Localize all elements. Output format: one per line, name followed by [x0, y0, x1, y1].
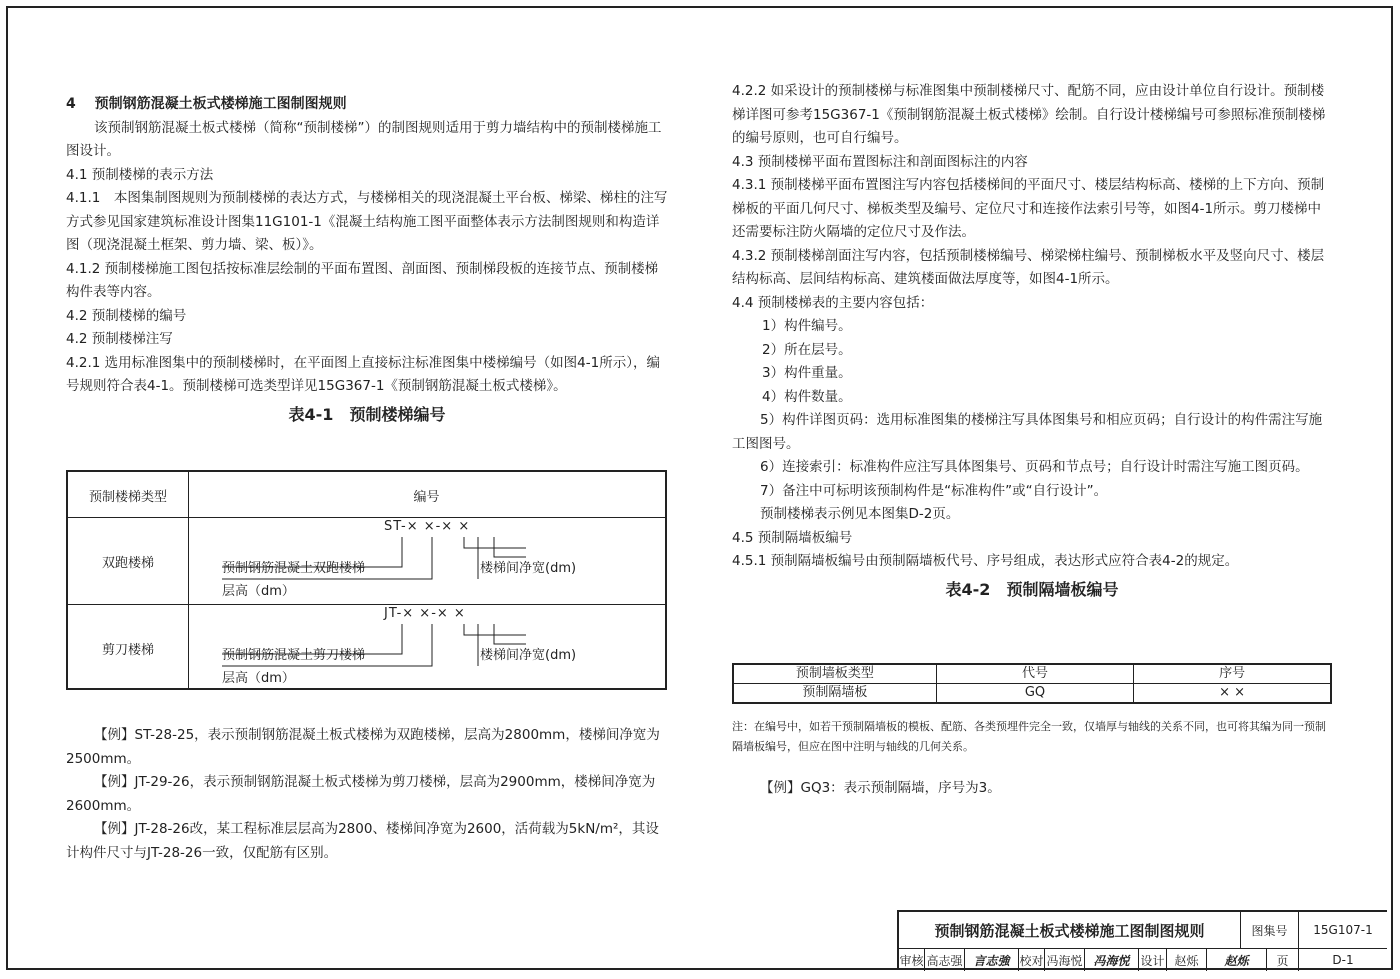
checker-name: 冯海悦	[1045, 949, 1085, 971]
right-example-block	[732, 777, 1332, 801]
section-4-1-1: 4.1.1 本图集制图规则为预制楼梯的表达方式，与楼梯相关的现浇混凝土平台板、梯梁、梯柱的注写方式参见国家建筑标准设计图集11G101-1《混凝土结构施工图平面整体表示方法制图规则和构造详图（现浇混凝土框架、剪力墙、梁、板）》。	[66, 190, 668, 253]
table-header-code: 编号	[413, 490, 440, 505]
table-row-type: 双跑楼梯	[101, 556, 154, 571]
title-block	[897, 910, 1387, 970]
left-column	[66, 93, 668, 432]
table-4-1	[66, 470, 667, 690]
list-item: 7）备注中可标明该预制构件是“标准构件”或“自行设计”。	[760, 482, 1108, 499]
list-item: 4）构件数量。	[762, 388, 852, 405]
atlas-label: 图集号	[1241, 912, 1299, 948]
table-header-row	[733, 664, 1331, 684]
design-label: 设计	[1139, 949, 1167, 971]
reviewer-signature: 言志強	[965, 949, 1019, 971]
table-header: 代号	[936, 664, 1133, 684]
table-row-code: ST-× ×-× ×	[384, 519, 471, 534]
section-heading: 4 预制钢筋混凝土板式楼梯施工图制图规则	[66, 96, 347, 112]
section-4-5-1: 4.5.1 预制隔墙板编号由预制隔墙板代号、序号组成，表达形式应符合表4-2的规定。	[732, 553, 1239, 569]
example-2: 【例】JT-29-26，表示预制钢筋混凝土板式楼梯为剪刀楼梯，层高为2900mm，楼梯间净宽为2600mm。	[66, 774, 656, 814]
list-item: 3）构件重量。	[762, 365, 852, 381]
section-4-1-2: 4.1.2 预制楼梯施工图包括按标准层绘制的平面布置图、剖面图、预制梯段板的连接节点、预制楼梯构件表等内容。	[66, 260, 659, 300]
review-label: 审核	[899, 949, 925, 971]
list-item: 5）构件详图页码：选用标准图集的楼梯注写具体图集号和相应页码；自行设计的构件需注写施工图图号。	[732, 412, 1323, 452]
list-item: 6）连接索引：标准构件应注写具体图集号、页码和节点号；自行设计时需注写施工图页码。	[760, 459, 1309, 475]
table-4-2	[732, 663, 1332, 704]
example-1: 【例】ST-28-25，表示预制钢筋混凝土板式楼梯为双跑楼梯，层高为2800mm，楼梯间净宽为2500mm。	[66, 727, 660, 767]
table-row	[733, 684, 1331, 704]
drawing-title: 预制钢筋混凝土板式楼梯施工图制图规则	[899, 912, 1241, 948]
table-cell: GQ	[936, 684, 1133, 704]
section-4-5: 4.5 预制隔墙板编号	[732, 529, 853, 546]
title-block-row	[899, 949, 1387, 971]
table-cell: × ×	[1134, 684, 1331, 704]
section-4-3: 4.3 预制楼梯平面布置图标注和剖面图标注的内容	[732, 153, 1028, 170]
code-desc-width: 楼梯间净宽(dm)	[480, 561, 577, 576]
code-desc-type: 预制钢筋混凝土双跑楼梯	[222, 561, 366, 576]
section-4-1: 4.1 预制楼梯的表示方法	[66, 166, 214, 183]
section-4-3-1: 4.3.1 预制楼梯平面布置图注写内容包括楼梯间的平面尺寸、楼层结构标高、楼梯的上下方向、预制梯板的平面几何尺寸、梯板类型及编号、定位尺寸和连接作法索引号等，如图4-1所示。剪刀楼梯中还需要标注防火隔墙的定位尺寸及作法。	[732, 177, 1325, 240]
code-desc-type: 预制钢筋混凝土剪刀楼梯	[222, 648, 366, 663]
table-header: 序号	[1134, 664, 1331, 684]
table-4-2-caption: 表4-2 预制隔墙板编号	[945, 579, 1119, 599]
section-4-3-2: 4.3.2 预制楼梯剖面注写内容，包括预制楼梯编号、梯梁梯柱编号、预制梯板水平及竖向尺寸、楼层结构标高、层间结构标高、建筑楼面做法厚度等，如图4-1所示。	[732, 247, 1325, 287]
table-header-type: 预制楼梯类型	[88, 490, 167, 505]
list-item: 2）所在层号。	[762, 341, 852, 358]
table-note: 注：在编号中，如若干预制隔墙板的模板、配筋、各类预埋件完全一致，仅墙厚与轴线的关系不同，也可将其编为同一预制隔墙板编号，但应在图中注明与轴线的几何关系。	[732, 720, 1326, 753]
list-item: 1）构件编号。	[762, 318, 852, 334]
code-desc-height: 层高（dm）	[222, 584, 295, 599]
intro-paragraph: 该预制钢筋混凝土板式楼梯（简称“预制楼梯”）的制图规则适用于剪力墙结构中的预制楼梯施工图设计。	[66, 119, 662, 159]
designer-signature: 赵烁	[1207, 949, 1267, 971]
table-row-type: 剪刀楼梯	[101, 643, 154, 658]
checker-signature: 冯海悦	[1085, 949, 1139, 971]
designer-name: 赵烁	[1167, 949, 1207, 971]
atlas-number: 15G107-1	[1313, 923, 1373, 937]
code-desc-height: 层高（dm）	[222, 671, 295, 686]
table-header: 预制墙板类型	[733, 664, 936, 684]
table-row-code: JT-× ×-× ×	[384, 606, 466, 621]
title-block-row	[899, 912, 1387, 949]
check-label: 校对	[1019, 949, 1045, 971]
example-gq: 【例】GQ3：表示预制隔墙，序号为3。	[760, 780, 1001, 796]
section-4-2-1: 4.2.1 选用标准图集中的预制楼梯时，在平面图上直接标注标准图集中楼梯编号（如图4-1所示），编号规则符合表4-1。预制楼梯可选类型详见15G367-1《预制钢筋混凝土板式楼梯》。	[66, 354, 660, 394]
section-4-2-b: 4.2 预制楼梯注写	[66, 331, 173, 347]
section-4-2-a: 4.2 预制楼梯的编号	[66, 307, 187, 324]
page-label: 页	[1267, 949, 1299, 971]
right-column	[732, 80, 1332, 607]
left-examples	[66, 724, 668, 865]
sample-reference: 预制楼梯表示例见本图集D-2页。	[760, 506, 960, 522]
table-cell: 预制隔墙板	[733, 684, 936, 704]
code-desc-width: 楼梯间净宽(dm)	[480, 648, 577, 663]
section-4-2-2: 4.2.2 如采设计的预制楼梯与标准图集中预制楼梯尺寸、配筋不同，应由设计单位自行设计。预制楼梯详图可参考15G367-1《预制钢筋混凝土板式楼梯》绘制。自行设计楼梯编号可参照标准预制楼梯的编号原则，也可自行编号。	[732, 83, 1326, 146]
reviewer-name: 高志强	[925, 949, 965, 971]
page-number: D-1	[1332, 953, 1354, 967]
table-4-1-caption: 表4-1 预制楼梯编号	[288, 404, 446, 424]
section-4-4: 4.4 预制楼梯表的主要内容包括：	[732, 294, 934, 311]
example-3: 【例】JT-28-26改，某工程标准层层高为2800、楼梯间净宽为2600，活荷载为5kN/m²，其设计构件尺寸与JT-28-26一致，仅配筋有区别。	[66, 821, 659, 861]
